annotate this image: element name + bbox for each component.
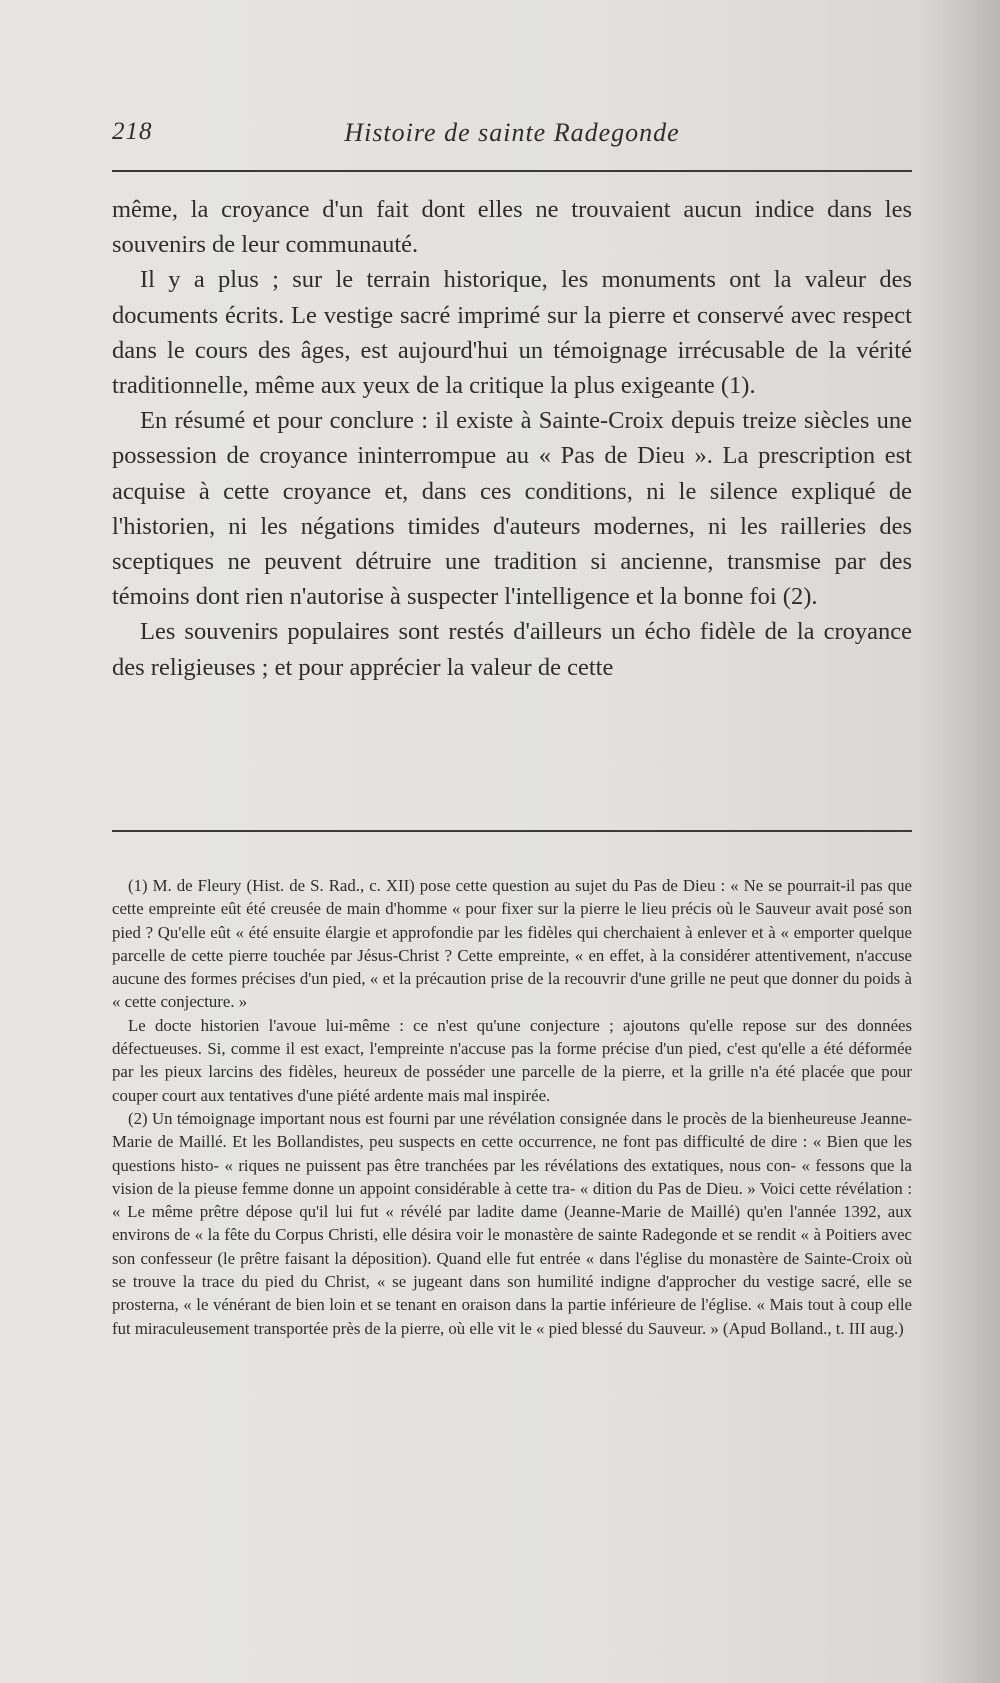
footnote-1-continuation: Le docte historien l'avoue lui-même : ce n'est qu'une conjecture ; ajoutons qu'elle repose sur des données défectueuses. Si, comme il est exact, l'empreinte n'accuse pas la forme précise d'un pied, c'est qu'elle a été déformée par les pieux larcins des fidèles, heureux de posséder une parcelle de la pierre, et la grille n'a été placée que pour couper court aux tentatives d'une piété ardente mais mal inspirée. bbox=[112, 1015, 912, 1105]
paragraph: même, la croyance d'un fait dont elles ne trouvaient aucun indice dans les souvenirs de leur communauté. bbox=[112, 196, 912, 259]
page-number: 218 bbox=[112, 118, 153, 145]
footnote-rule bbox=[112, 830, 912, 832]
paragraph: Il y a plus ; sur le terrain historique, les monuments ont la valeur des documents écrits. Le vestige sacré imprimé sur la pierre et conservé avec respect dans le cours des âges, est aujourd'hui un témoignage irrécusable de la vérité traditionnelle, même aux yeux de la critique la plus exigeante (1). bbox=[112, 266, 912, 400]
main-text bbox=[112, 192, 912, 685]
page-header bbox=[112, 118, 912, 154]
footnotes bbox=[112, 874, 912, 1340]
footnote-1: (1) M. de Fleury (Hist. de S. Rad., c. XII) pose cette question au sujet du Pas de Dieu : « Ne se pourrait-il pas que cette empreinte eût été creusée de main d'homme « pour fixer sur la pierre le lieu précis où le Sauveur avait posé son pied ? Qu'elle eût « été ensuite élargie et approfondie par les fidèles qui cherchaient à enlever et à « emporter quelque parcelle de cette pierre touchée par Jésus-Christ ? Cette empreinte, « en effet, à la considérer attentivement, n'accuse aucune des formes précises d'un pied, « et la précaution prise de la recouvrir d'une grille ne peut que donner du poids à « cette conjecture. » bbox=[112, 876, 912, 1012]
paragraph: Les souvenirs populaires sont restés d'ailleurs un écho fidèle de la croyance des religieuses ; et pour apprécier la valeur de cette bbox=[112, 618, 912, 681]
footnote-2: (2) Un témoignage important nous est fourni par une révélation consignée dans le procès de la bienheureuse Jeanne-Marie de Maillé. Et les Bollandistes, peu suspects en cette occurrence, ne font pas difficulté de dire : « Bien que les questions histo- « riques ne puissent pas être tranchées par les révélations des extatiques, nous con- « fessons que la vision de la pieuse femme donne un appoint considérable à cette tra- « dition du Pas de Dieu. » Voici cette révélation : « Le même prêtre dépose qu'il lui fut « révélé par ladite dame (Jeanne-Marie de Maillé) qu'en l'année 1392, aux environs de « la fête du Corpus Christi, elle désira voir le monastère de sainte Radegonde et se rendit « à Poitiers avec son confesseur (le prêtre faisant la déposition). Quand elle fut entrée « dans l'église du monastère de Sainte-Croix où se trouve la trace du pied du Christ, « se jugeant dans son humilité indigne d'approcher du vestige sacré, elle se prosterna, « le vénérant de bien loin et se tenant en oraison dans la partie inférieure de l'église. « Mais tout à coup elle fut miraculeusement transportée près de la pierre, où elle vit le « pied blessé du Sauveur. » (Apud Bolland., t. III aug.) bbox=[112, 1108, 912, 1338]
running-title: Histoire de sainte Radegonde bbox=[344, 118, 680, 147]
paragraph: En résumé et pour conclure : il existe à Sainte-Croix depuis treize siècles une possession de croyance ininterrompue au « Pas de Dieu ». La prescription est acquise à cette croyance et, dans ces conditions, ni le silence expliqué de l'historien, ni les négations timides d'auteurs modernes, ni les railleries des sceptiques ne peuvent détruire une tradition si ancienne, transmise par des témoins dont rien n'autorise à suspecter l'intelligence et la bonne foi (2). bbox=[112, 407, 912, 611]
header-rule bbox=[112, 170, 912, 172]
